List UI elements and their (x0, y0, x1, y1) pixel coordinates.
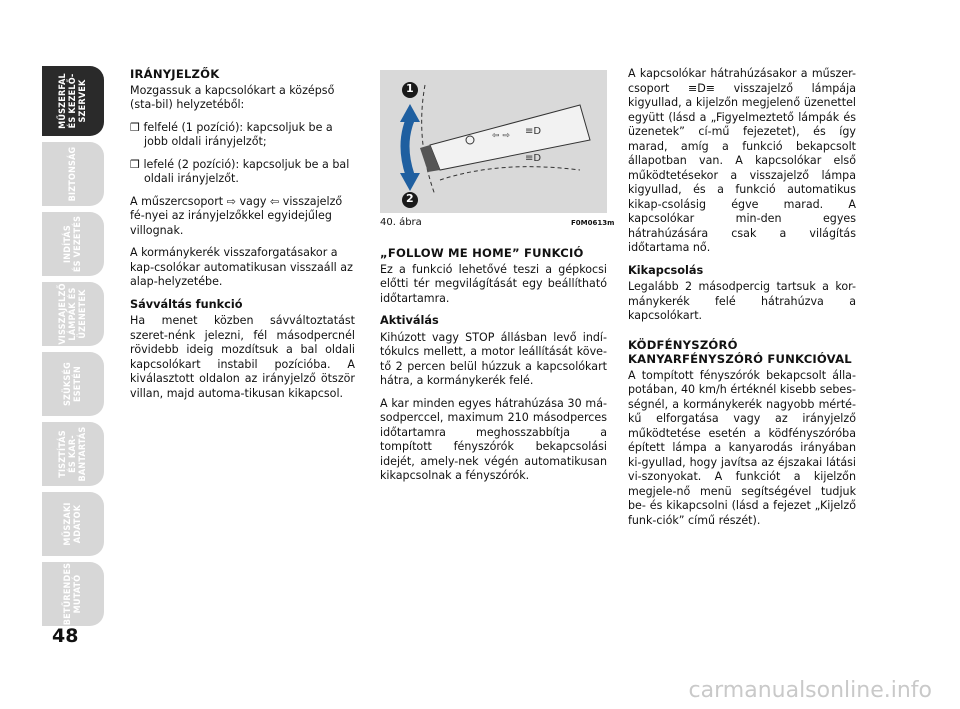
heading-deactivation: Kikapcsolás (628, 263, 704, 277)
figure-stalk-illustration (380, 70, 607, 213)
paragraph: Ha menet közben sávváltoztatást szeret-nénk jelezni, fél másodpercnél rövidebb ideig mozdítsuk a bal oldali kapcsolókart instabil pozícióba. A kiválasztott oldalon az irányjelző ötször villan, majd automa-tikusan kikapcsol. (130, 314, 355, 400)
paragraph: Legalább 2 másodpercig tartsuk a kor-mánykerék felé hátrahúzva a kapcsolókart. (628, 280, 856, 322)
column-3 (628, 67, 856, 536)
heading-lane-change: Sávváltás funkció (130, 297, 243, 311)
figure-code: F0M0613m (571, 219, 615, 227)
page-number: 48 (52, 625, 79, 647)
column-2 (380, 246, 607, 492)
tab-technical-data[interactable]: MŰSZAKI ADATOK (42, 492, 104, 556)
stalk-drawing (380, 70, 607, 213)
svg-text:≡D: ≡D (525, 126, 542, 137)
heading-activation: Aktiválás (380, 314, 439, 327)
tab-maintenance[interactable]: TISZTÍTÁS ÉS KAR- BANTARTÁS (42, 422, 104, 486)
paragraph: A kar minden egyes hátrahúzása 30 má-sodperccel, maximum 210 másodperces időtartamra meghosszabbítja a tompított fényszórók bekapcsolási idejét, amely-nek végén automatikusan kikapcsolnak a fényszórók. (380, 396, 607, 482)
column-1 (130, 67, 355, 409)
tab-emergency[interactable]: SZÜKSÉG ESETÉN (42, 352, 104, 416)
paragraph: A kapcsolókar hátrahúzásakor a műszer-csoport ≡D≡ visszajelző lámpája kigyullad, a kijelzőn megjelenő üzenettel együtt (lásd a „Figyelmeztető lámpák és üzenetek” cí-mű fejezetet), és így marad, amíg a funkció bekapcsolt állapotban van. A kapcsolókar első működtetésekor a visszajelző lámpa kigyullad, és a funkció automatikus kikap-csolásig égve marad. A kapcsolókar min-den egyes hátrahúzására csak a világítás időtartama nő. (628, 67, 856, 254)
paragraph: A kormánykerék visszaforgatásakor a kap-csolókar automatikusan visszaáll az alap-helyzetébe. (130, 246, 353, 288)
tab-starting[interactable]: INDÍTÁS ÉS VEZETÉS (42, 212, 104, 276)
figure-caption: 40. ábra (380, 217, 422, 228)
tab-instruments[interactable]: MŰSZERFAL ÉS KEZELŐ- SZERVEK (42, 66, 104, 136)
marker-2: 2 (406, 192, 414, 205)
tab-index[interactable]: BETŰRENDES MUTATÓ (42, 562, 104, 626)
watermark: carmanualsonline.info (688, 678, 932, 703)
paragraph: A műszercsoport ⇨ vagy ⇦ visszajelző fé-nyei az irányjelzőkkel egyidejűleg villognak. (130, 194, 343, 237)
bullet-up: ❒ felfelé (1 pozíció): kapcsoljuk be a jobb oldali irányjelzőt; (130, 120, 333, 148)
paragraph: Mozgassuk a kapcsolókart a középső (sta-bil) helyzetéből: (130, 83, 335, 111)
paragraph: A tompított fényszórók bekapcsolt álla-potában, 40 km/h értéknél kisebb sebes-ségnél, a kormánykerék nagyobb mérté-kű elforgatása vagy az irányjelző működtetése esetén a ködfényszóróba épített lámpa a kanyarodás irányában ki-gyullad, hogy javítsa az éjszakai látási vi-szonyokat. A funkciót a kijelzőn megjele-nő menü segítségével tudjuk be- és kikapcsolni (lásd a fejezet „Kijelző funk-ciók” című részét). (628, 368, 856, 527)
marker-1: 1 (406, 82, 414, 95)
tab-warning-lights[interactable]: VISSZAJELZŐ LÁMPÁK ÉS ÜZENETEK (42, 282, 104, 346)
bullet-down: ❒ lefelé (2 pozíció): kapcsoljuk be a bal oldali irányjelzőt. (130, 157, 350, 185)
heading-follow-me-home: „FOLLOW ME HOME” FUNKCIÓ (380, 246, 584, 260)
heading-turn-signals: IRÁNYJELZŐK (130, 67, 220, 81)
paragraph: Kihúzott vagy STOP állásban levő indí-tókulcs mellett, a motor leállítását köve-tő 2 percen belül húzzuk a kapcsolókart hátra, a kormánykerék felé. (380, 330, 607, 387)
svg-text:⇦ ⇨: ⇦ ⇨ (492, 131, 510, 141)
paragraph: Ez a funkció lehetővé teszi a gépkocsi előtti tér megvilágítását egy beállítható időtartamra. (380, 262, 607, 305)
svg-text:≡D: ≡D (525, 153, 542, 164)
tab-safety[interactable]: BIZTONSÁG (42, 142, 104, 206)
heading-fog-light: KÖDFÉNYSZÓRÓ KANYARFÉNYSZÓRÓ FUNKCIÓVAL (628, 337, 852, 366)
